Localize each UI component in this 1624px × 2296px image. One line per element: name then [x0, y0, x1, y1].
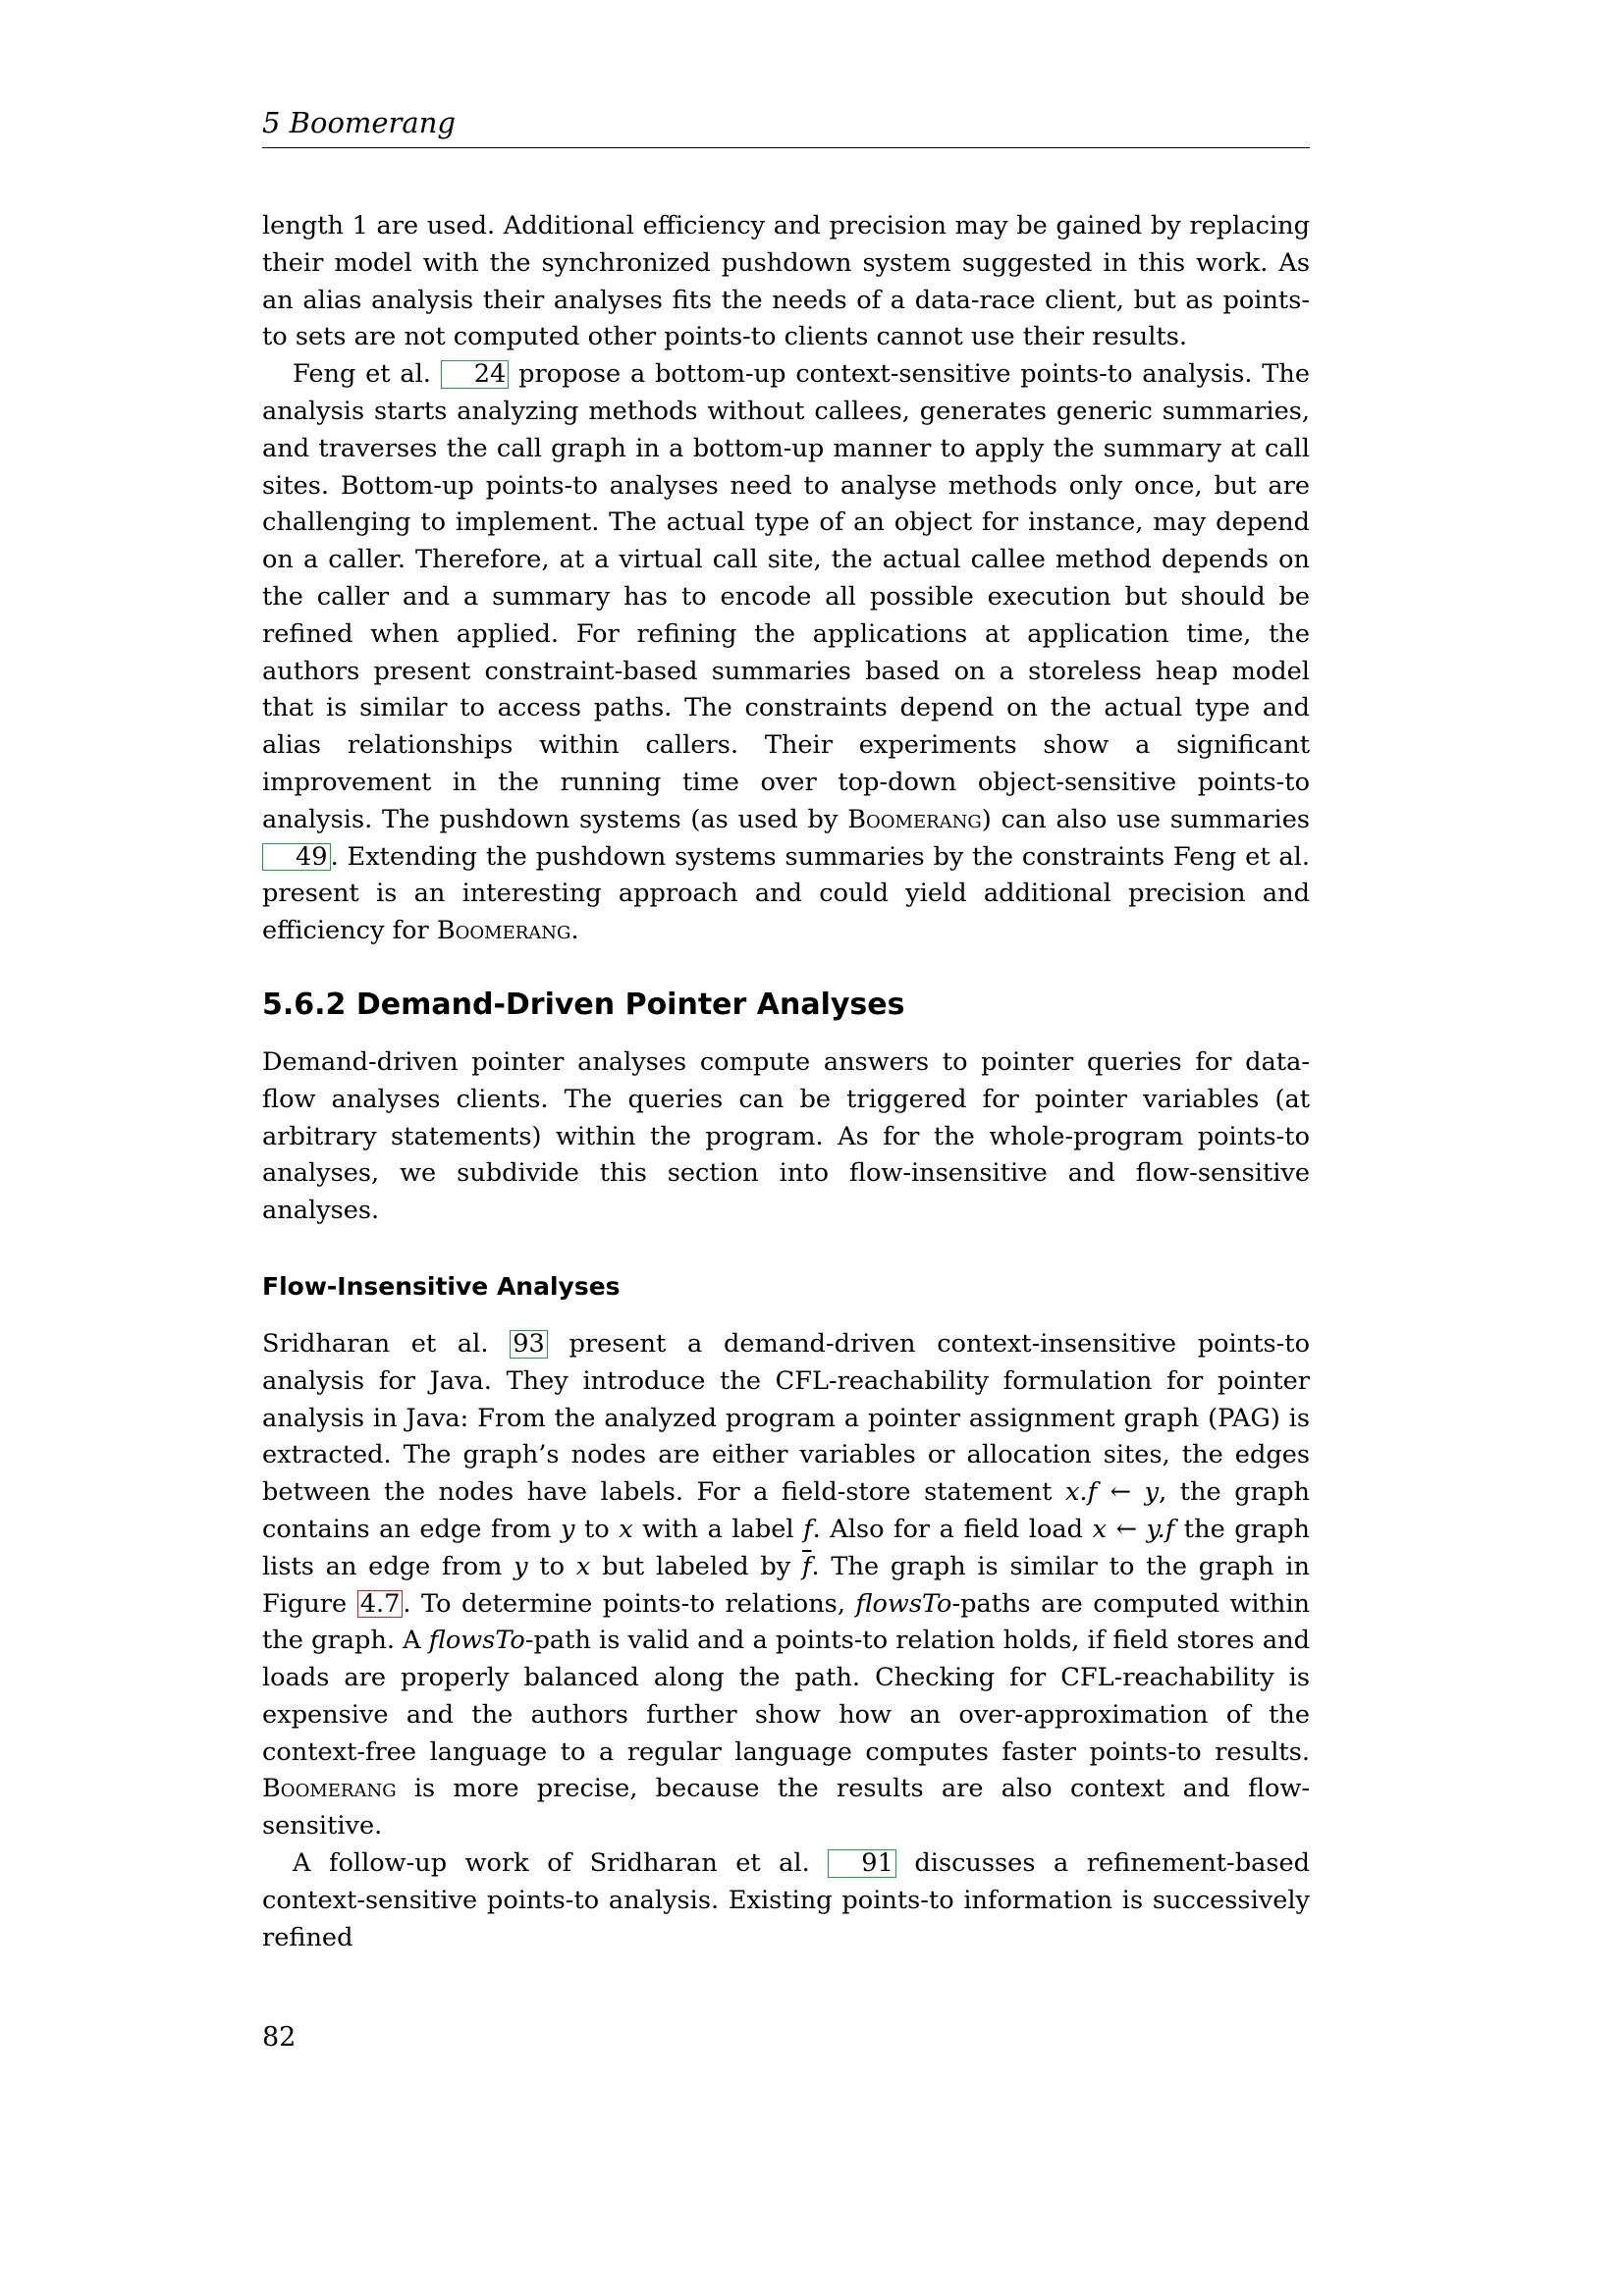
citation-link[interactable]: 24: [441, 360, 510, 389]
tool-name: Boomerang: [262, 1774, 397, 1804]
math-expression: flowsTo: [855, 1588, 952, 1619]
citation-link[interactable]: 49: [262, 843, 331, 872]
figure-link[interactable]: 4.7: [357, 1590, 404, 1619]
running-header: [262, 106, 1310, 148]
math-variable: y: [560, 1514, 575, 1544]
body-text: [262, 208, 1310, 1956]
paragraph: Sridharan et al. 93 present a demand-driven context-insensitive points-to analysis for Java. They introduce the CFL-reachability formulation for pointer analysis in Java: From the analyzed program a pointer assignment graph (PAG) is extracted. The graph’s nodes are either variables or allocation sites, the edges between the nodes have labels. For a field-store statement x.f ← y, the graph contains an edge from y to x with a label f. Also for a field load x ← y.f the graph lists an edge from y to x but labeled by $\overline{f}$. The graph is similar to the graph in Figure 4.7 . To determine points-to relations, flowsTo-paths are computed within the graph. A flowsTo-path is valid and a points-to relation holds, if field stores and loads are properly balanced along the path. Checking for CFL-reachability is expensive and the authors further show how an over-approximation of the context-free language to a regular language computes faster points-to results. Boomerang is more precise, because the results are also context and flow-sensitive.: [262, 1328, 1310, 1842]
citation-link[interactable]: 93: [510, 1330, 548, 1359]
citation-link[interactable]: 91: [828, 1849, 896, 1878]
tool-name: Boomerang: [436, 916, 571, 946]
paragraph: Feng et al. 24 propose a bottom-up context-sensitive points-to analysis. The analysis starts analyzing methods without callees, generates generic summaries, and traverses the call graph in a bottom-up manner to apply the summary at call sites. Bottom-up points-to analyses need to analyse methods only once, but are challenging to implement. The actual type of an object for instance, may depend on a caller. Therefore, at a virtual call site, the actual callee method depends on the caller and a summary has to encode all possible execution but should be refined when applied. For refining the applications at application time, the authors present constraint-based summaries based on a storeless heap model that is similar to access paths. The constraints depend on the actual type and alias relationships within callers. Their experiments show a significant improvement in the running time over top-down object-sensitive points-to analysis. The pushdown systems (as used by Boomerang) can also use summaries 49 . Extending the pushdown systems summaries by the constraints Feng et al. present is an interesting approach and could yield additional precision and efficiency for Boomerang.: [262, 359, 1310, 946]
paragraph: length 1 are used. Additional efficiency and precision may be gained by replacing their model with the synchronized pushdown system suggested in this work. As an alias analysis their analyses fits the needs of a data-race client, but as points-to sets are not computed other points-to clients cannot use their results.: [262, 211, 1310, 352]
subsection-heading: Flow-Insensitive Analyses: [262, 1271, 621, 1301]
math-variable: x: [575, 1551, 591, 1581]
math-expression: flowsTo: [428, 1626, 525, 1656]
math-variable: x: [619, 1514, 633, 1544]
math-expression: x ← y.f: [1092, 1514, 1175, 1544]
paragraph: A follow-up work of Sridharan et al. 91 discusses a refinement-based context-sensitive points-to analysis. Existing points-to information is successively refined: [262, 1848, 1310, 1952]
chapter-title: 5 Boomerang: [262, 106, 456, 139]
tool-name: Boomerang: [847, 804, 982, 834]
page-number: 82: [262, 2022, 297, 2053]
math-expression: x.f ← y: [1065, 1477, 1160, 1508]
section-heading: 5.6.2 Demand-Driven Pointer Analyses: [262, 987, 905, 1022]
math-variable: $\overline{f}$: [802, 1551, 812, 1581]
math-variable: f: [803, 1514, 813, 1544]
paragraph: Demand-driven pointer analyses compute answers to pointer queries for data-flow analyses clients. The queries can be triggered for pointer variables (at arbitrary statements) within the program. As for the whole-program points-to analyses, we subdivide this section into flow-insensitive and flow-sensitive analyses.: [262, 1046, 1310, 1226]
math-variable: y: [514, 1551, 528, 1581]
